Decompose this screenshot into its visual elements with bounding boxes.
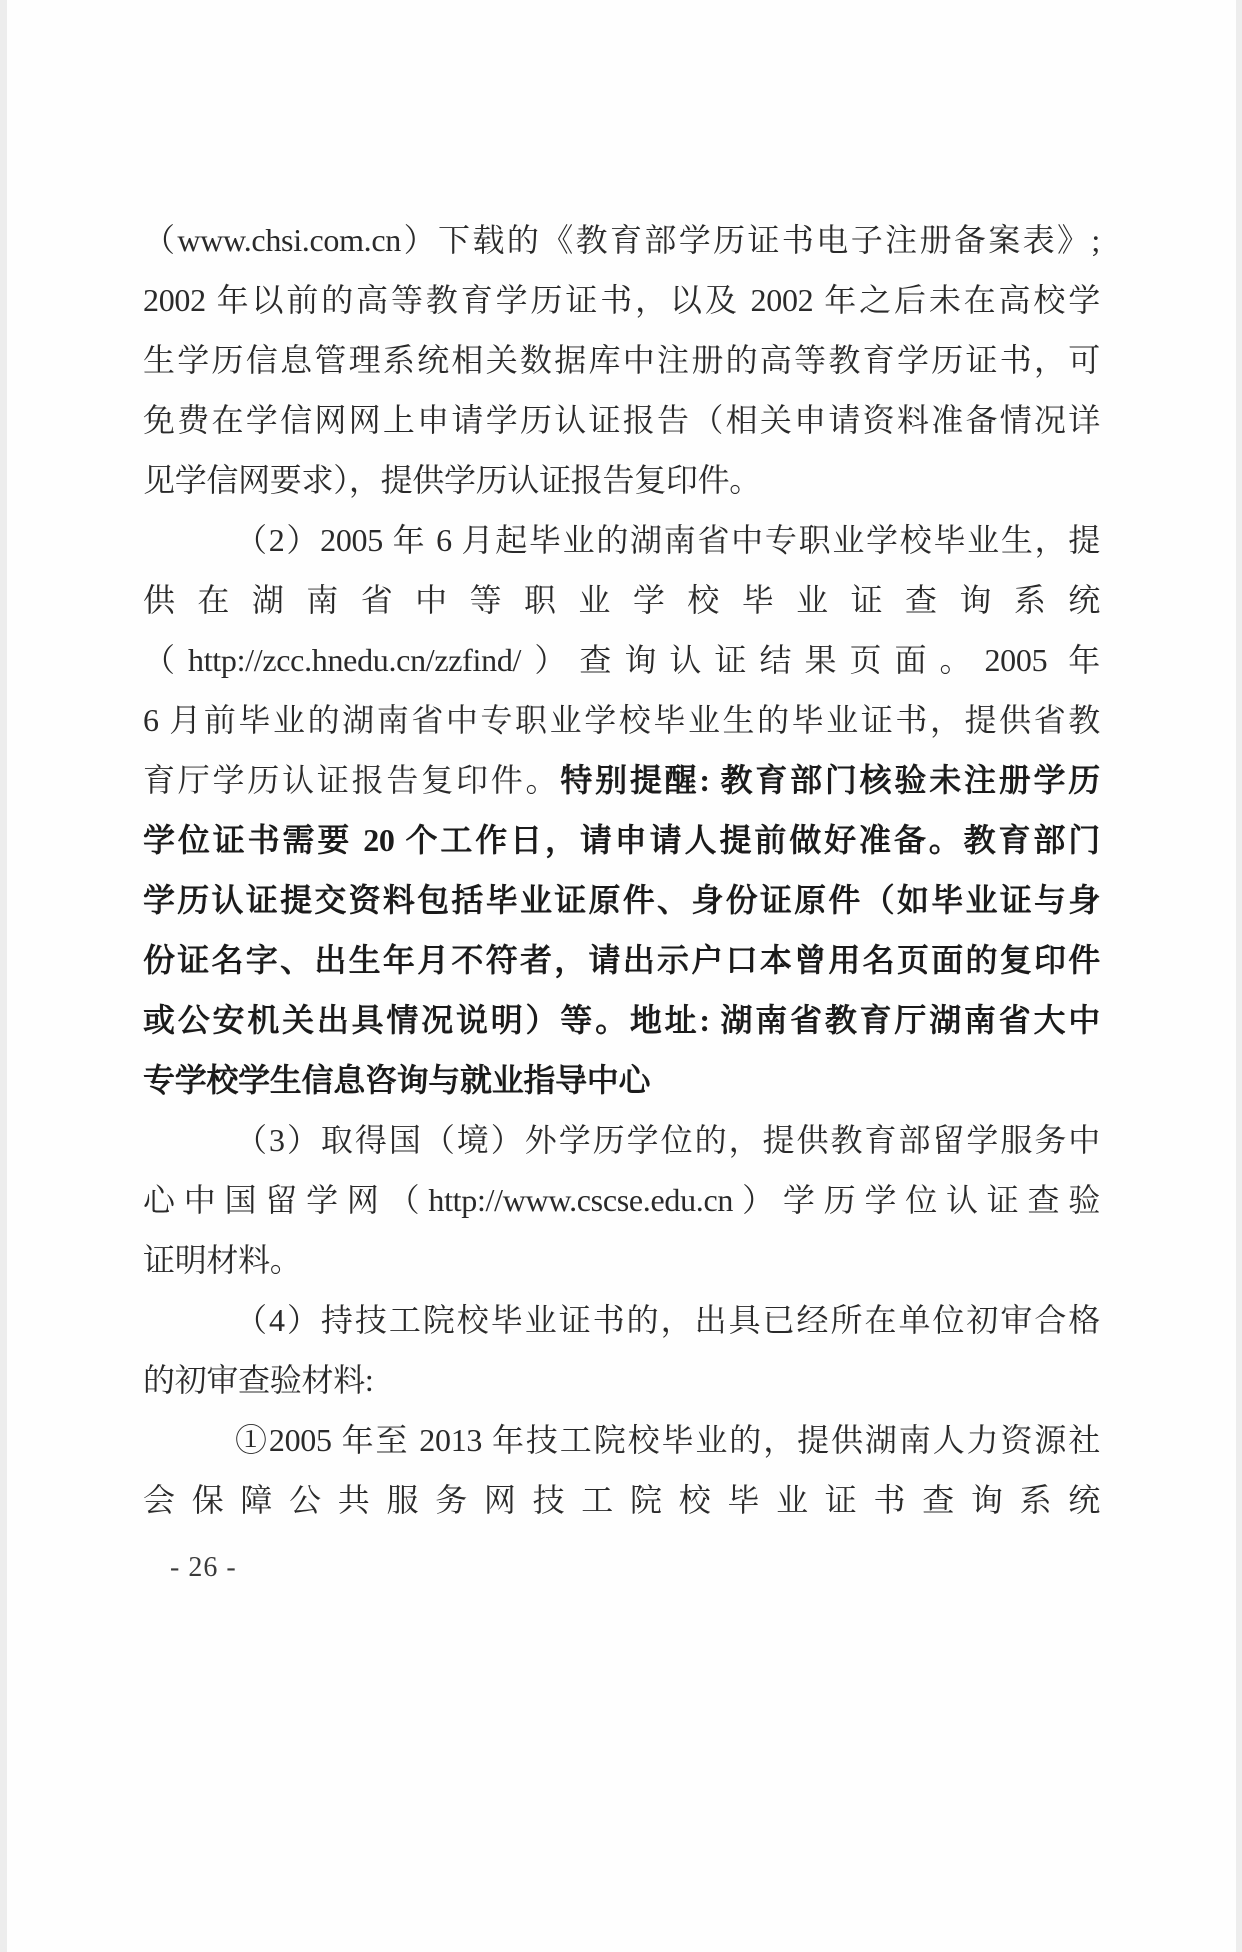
text-segment: （2）2005 年 6 月起毕业的湖南省中专职业学校毕业生，提	[235, 522, 1100, 558]
text-segment: 免费在学信网网上申请学历认证报告（相关申请资料准备情况详	[143, 402, 1100, 438]
text-segment: ①2005 年至 2013 年技工院校毕业的，提供湖南人力资源社	[235, 1422, 1100, 1458]
bold-text-segment: 专学校学生信息咨询与就业指导中心	[143, 1062, 651, 1098]
text-segment: 证明材料。	[143, 1242, 302, 1278]
text-segment: 生学历信息管理系统相关数据库中注册的高等教育学历证书，可	[143, 342, 1100, 378]
text-line	[143, 1110, 1100, 1170]
text-line	[143, 1410, 1100, 1470]
text-line	[143, 1170, 1100, 1230]
text-line	[143, 1050, 1100, 1110]
text-segment: 心中国留学网（http://www.cscse.edu.cn）学历学位认证查验	[143, 1182, 1100, 1218]
text-line	[143, 450, 1100, 510]
scan-edge-left	[0, 0, 7, 1952]
text-line	[143, 210, 1100, 270]
bold-text-segment: 或公安机关出具情况说明）等。地址: 湖南省教育厅湖南省大中	[143, 1002, 1100, 1038]
text-segment: 育厅学历认证报告复印件。	[143, 762, 561, 798]
text-line	[143, 270, 1100, 330]
text-segment: 6 月前毕业的湖南省中专职业学校毕业生的毕业证书，提供省教	[143, 702, 1100, 738]
text-segment: 2002 年以前的高等教育学历证书，以及 2002 年之后未在高校学	[143, 282, 1100, 318]
bold-text-segment: 份证名字、出生年月不符者，请出示户口本曾用名页面的复印件	[143, 942, 1100, 978]
text-line	[143, 1230, 1100, 1290]
text-segment: 的初审查验材料:	[143, 1362, 374, 1398]
text-line	[143, 1350, 1100, 1410]
text-line	[143, 870, 1100, 930]
text-segment: （3）取得国（境）外学历学位的，提供教育部留学服务中	[235, 1122, 1100, 1158]
text-segment: 供在湖南省中等职业学校毕业证查询系统	[143, 582, 1100, 618]
text-line	[143, 930, 1100, 990]
text-line	[143, 570, 1100, 630]
bold-text-segment: 学历认证提交资料包括毕业证原件、身份证原件（如毕业证与身	[143, 882, 1100, 918]
text-line	[143, 390, 1100, 450]
text-line	[143, 1290, 1100, 1350]
text-line	[143, 330, 1100, 390]
document-body	[143, 210, 1100, 1530]
text-segment: 会保障公共服务网技工院校毕业证书查询系统	[143, 1482, 1100, 1518]
text-line	[143, 630, 1100, 690]
text-segment: （http://zcc.hnedu.cn/zzfind/）查询认证结果页面。2005 年	[143, 642, 1100, 678]
text-segment: 见学信网要求），提供学历认证报告复印件。	[143, 462, 762, 498]
scan-edge-right	[1236, 0, 1242, 1952]
text-line	[143, 810, 1100, 870]
page-number: - 26 -	[170, 1552, 237, 1583]
text-line	[143, 750, 1100, 810]
text-line	[143, 510, 1100, 570]
text-segment: （4）持技工院校毕业证书的，出具已经所在单位初审合格	[235, 1302, 1100, 1338]
bold-text-segment: 学位证书需要 20 个工作日，请申请人提前做好准备。教育部门	[143, 822, 1100, 858]
bold-text-segment: 特别提醒: 教育部门核验未注册学历	[560, 762, 1100, 798]
text-line	[143, 1470, 1100, 1530]
text-segment: （www.chsi.com.cn）下载的《教育部学历证书电子注册备案表》;	[143, 222, 1100, 258]
text-line	[143, 990, 1100, 1050]
text-line	[143, 690, 1100, 750]
